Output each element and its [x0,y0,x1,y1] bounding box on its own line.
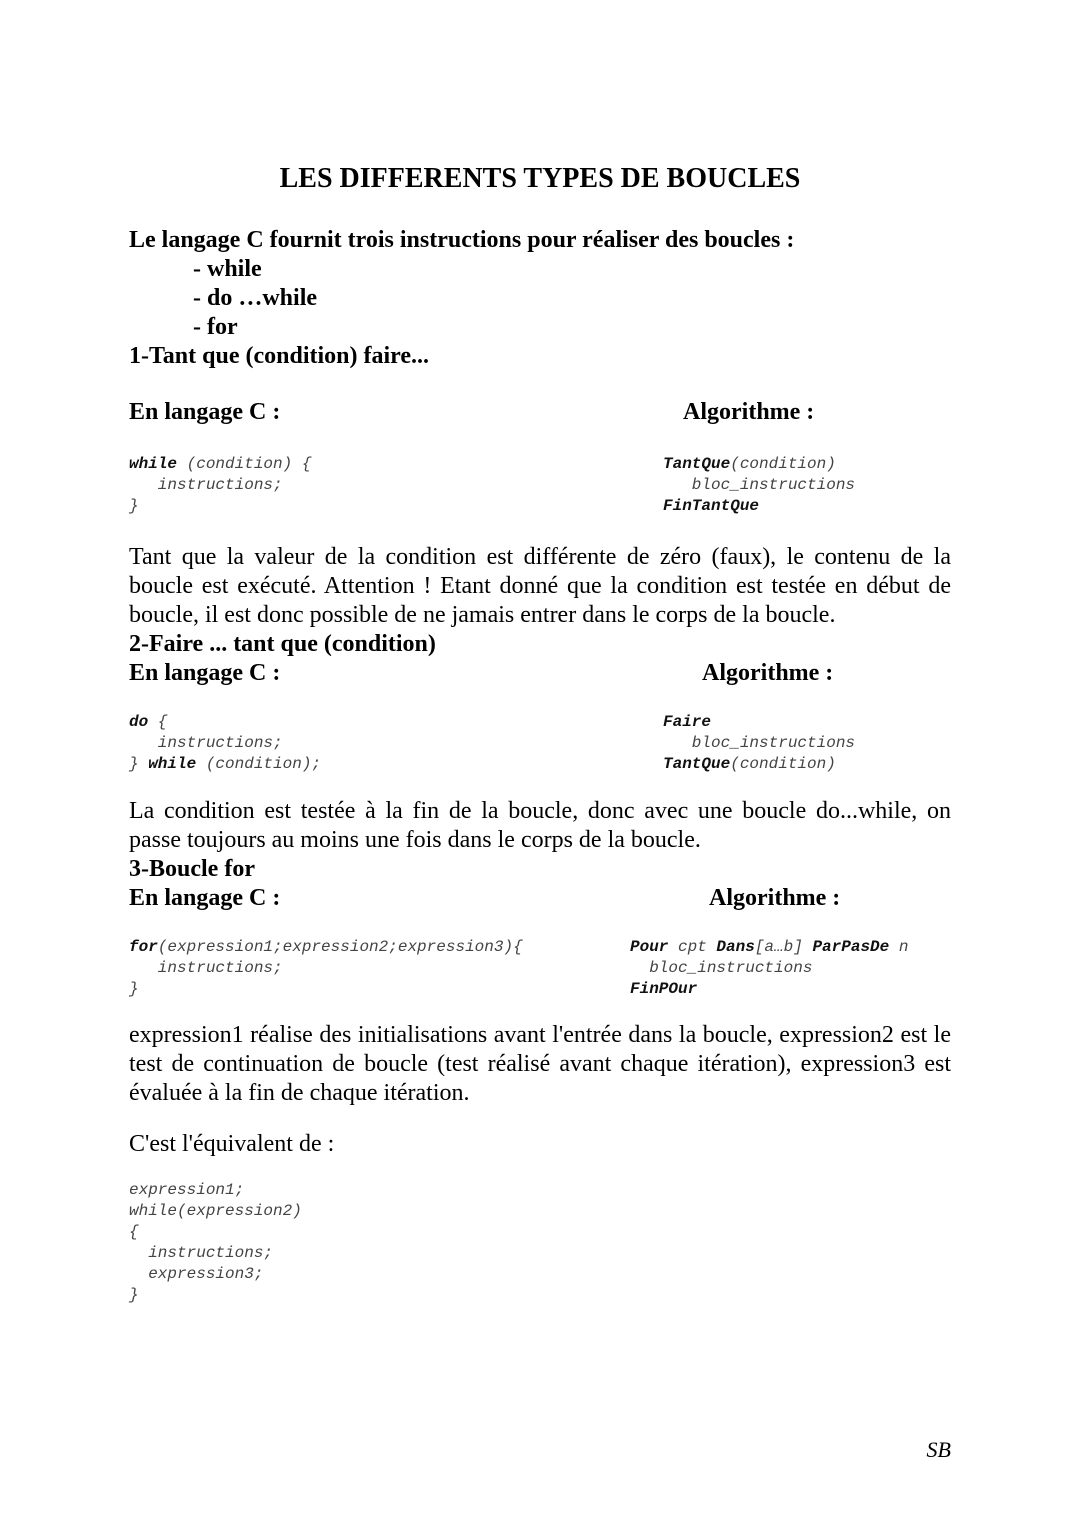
code-text: (condition) [730,455,836,473]
code-text: (condition) { [177,455,312,473]
section-heading: 3-Boucle for [129,856,255,882]
code-text: instructions; [129,1244,274,1262]
loop-list-item: - do …while [193,285,318,311]
keyword: TantQue [663,755,731,773]
author-signature: SB [926,1437,951,1462]
code-text: instructions; [129,476,283,494]
algo-code-block [630,937,908,1000]
code-text: bloc_instructions [663,476,856,494]
code-text: instructions; [129,734,283,752]
keyword: while [129,455,178,473]
paragraph: expression1 réalise des initialisations avant l'entrée dans la boucle, expression2 est le test de continuation de boucle (test réalisé avant chaque itération), expression3 est évaluée à la fin de chaque itération. [129,1022,951,1106]
code-text: } [129,980,139,998]
loop-list-item: - for [193,314,238,340]
page-title: LES DIFFERENTS TYPES DE BOUCLES [279,163,801,194]
code-text: (condition) [730,755,836,773]
algo-label: Algorithme : [709,885,841,911]
section-heading: 2-Faire ... tant que (condition) [129,631,436,657]
code-text: (condition); [196,755,322,773]
keyword: for [129,938,158,956]
code-text: } [129,755,149,773]
equivalent-label: C'est l'équivalent de : [129,1131,335,1157]
c-code-block [129,454,311,517]
code-text: } [129,1286,139,1304]
keyword: while [148,755,197,773]
code-text: expression3; [129,1265,264,1283]
c-label: En langage C : [129,399,281,425]
keyword: Dans [716,938,755,956]
algo-label: Algorithme : [702,660,834,686]
code-text: n [889,938,909,956]
keyword: do [129,713,149,731]
keyword: FinTantQue [663,497,760,515]
keyword: Pour [630,938,669,956]
loop-list-item: - while [193,256,262,282]
equivalent-code-block [129,1180,302,1306]
code-text: { [148,713,168,731]
algo-code-block [663,454,855,517]
code-text: } [129,497,139,515]
code-text: expression1; [129,1181,245,1199]
algo-label: Algorithme : [683,399,815,425]
c-label: En langage C : [129,885,281,911]
algo-code-block [663,712,855,775]
keyword: ParPasDe [812,938,890,956]
code-text: bloc_instructions [663,734,856,752]
c-label: En langage C : [129,660,281,686]
code-text: [a…b] [754,938,813,956]
paragraph: Tant que la valeur de la condition est différente de zéro (faux), le contenu de la boucle est exécuté. Attention ! Etant donné que la condition est testée en début de boucle, il est donc possible de ne jamais entrer dans le corps de la boucle. [129,544,951,628]
section-heading: 1-Tant que (condition) faire... [129,343,430,369]
code-text: while(expression2) [129,1202,302,1220]
keyword: TantQue [663,455,731,473]
code-text: bloc_instructions [630,959,813,977]
c-code-block [129,937,523,1000]
intro-text: Le langage C fournit trois instructions pour réaliser des boucles : [129,227,795,253]
keyword: Faire [663,713,712,731]
code-text: { [129,1223,139,1241]
code-text: instructions; [129,959,283,977]
code-text: (expression1;expression2;expression3){ [157,938,523,956]
c-code-block [129,712,321,775]
paragraph: La condition est testée à la fin de la boucle, donc avec une boucle do...while, on passe toujours au moins une fois dans le corps de la boucle. [129,798,951,853]
keyword: FinPOur [630,980,698,998]
code-text: cpt [668,938,717,956]
